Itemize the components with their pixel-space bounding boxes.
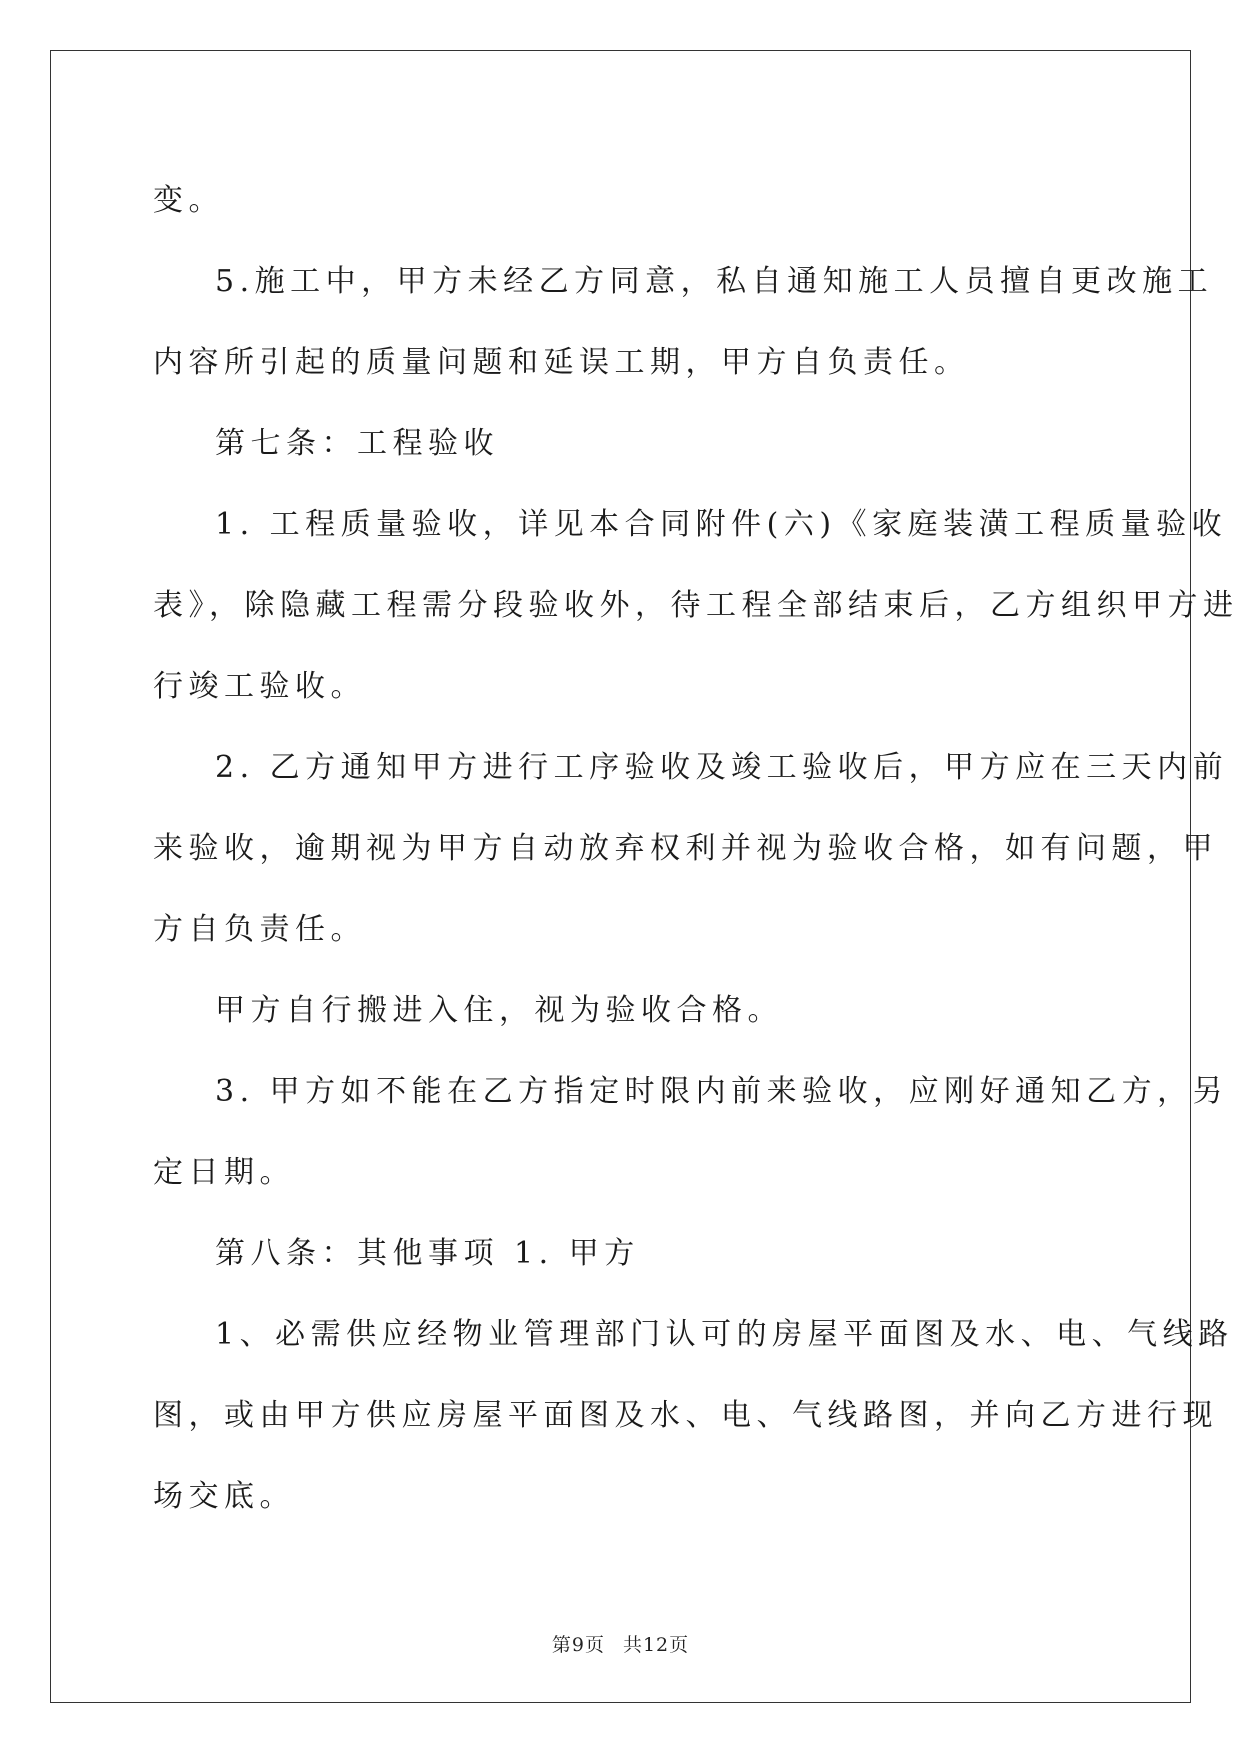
text-line: 1. 工程质量验收，详见本合同附件(六)《家庭装潢工程质量验收 [215, 507, 1228, 542]
heading-article-8 [153, 1213, 1093, 1294]
text-line: 定日期。 [153, 1155, 295, 1190]
text-line: 1、必需供应经物业管理部门认可的房屋平面图及水、电、气线路 [215, 1317, 1234, 1352]
text-line: 表》，除隐藏工程需分段验收外，待工程全部结束后，乙方组织甲方进 [153, 588, 1239, 623]
text-line: 图，或由甲方供应房屋平面图及水、电、气线路图，并向乙方进行现 [153, 1398, 1218, 1433]
text-line: 第八条：其他事项 1. 甲方 [215, 1236, 640, 1271]
text-line: 方自负责任。 [153, 912, 366, 947]
text-line: 行竣工验收。 [153, 669, 366, 704]
text-line: 甲方自行搬进入住，视为验收合格。 [215, 993, 783, 1028]
text-line: 5.施工中，甲方未经乙方同意，私自通知施工人员擅自更改施工 [215, 264, 1214, 299]
paragraph-article-8-item-1 [153, 1294, 1234, 1537]
page-footer [0, 1630, 1241, 1657]
paragraph-move-in [153, 970, 1093, 1051]
text-line: 第七条：工程验收 [215, 426, 499, 461]
paragraph-article-7-item-2 [153, 727, 1229, 970]
paragraph-bian [153, 160, 1093, 241]
paragraph-article-7-item-3 [153, 1051, 1229, 1213]
text-line: 2. 乙方通知甲方进行工序验收及竣工验收后，甲方应在三天内前 [215, 750, 1229, 785]
text-line: 3. 甲方如不能在乙方指定时限内前来验收，应刚好通知乙方，另 [215, 1074, 1229, 1109]
text-line: 来验收，逾期视为甲方自动放弃权利并视为验收合格，如有问题，甲 [153, 831, 1218, 866]
paragraph-item-5 [153, 241, 1214, 403]
page-total: 共12页 [622, 1634, 690, 1656]
text-line: 变。 [153, 183, 224, 218]
heading-article-7 [153, 403, 1093, 484]
text-line: 内容所引起的质量问题和延误工期，甲方自负责任。 [153, 345, 970, 380]
text-line: 场交底。 [153, 1479, 295, 1514]
document-body [153, 160, 1239, 1537]
page-number: 第9页 [551, 1634, 605, 1656]
paragraph-article-7-item-1 [153, 484, 1239, 727]
